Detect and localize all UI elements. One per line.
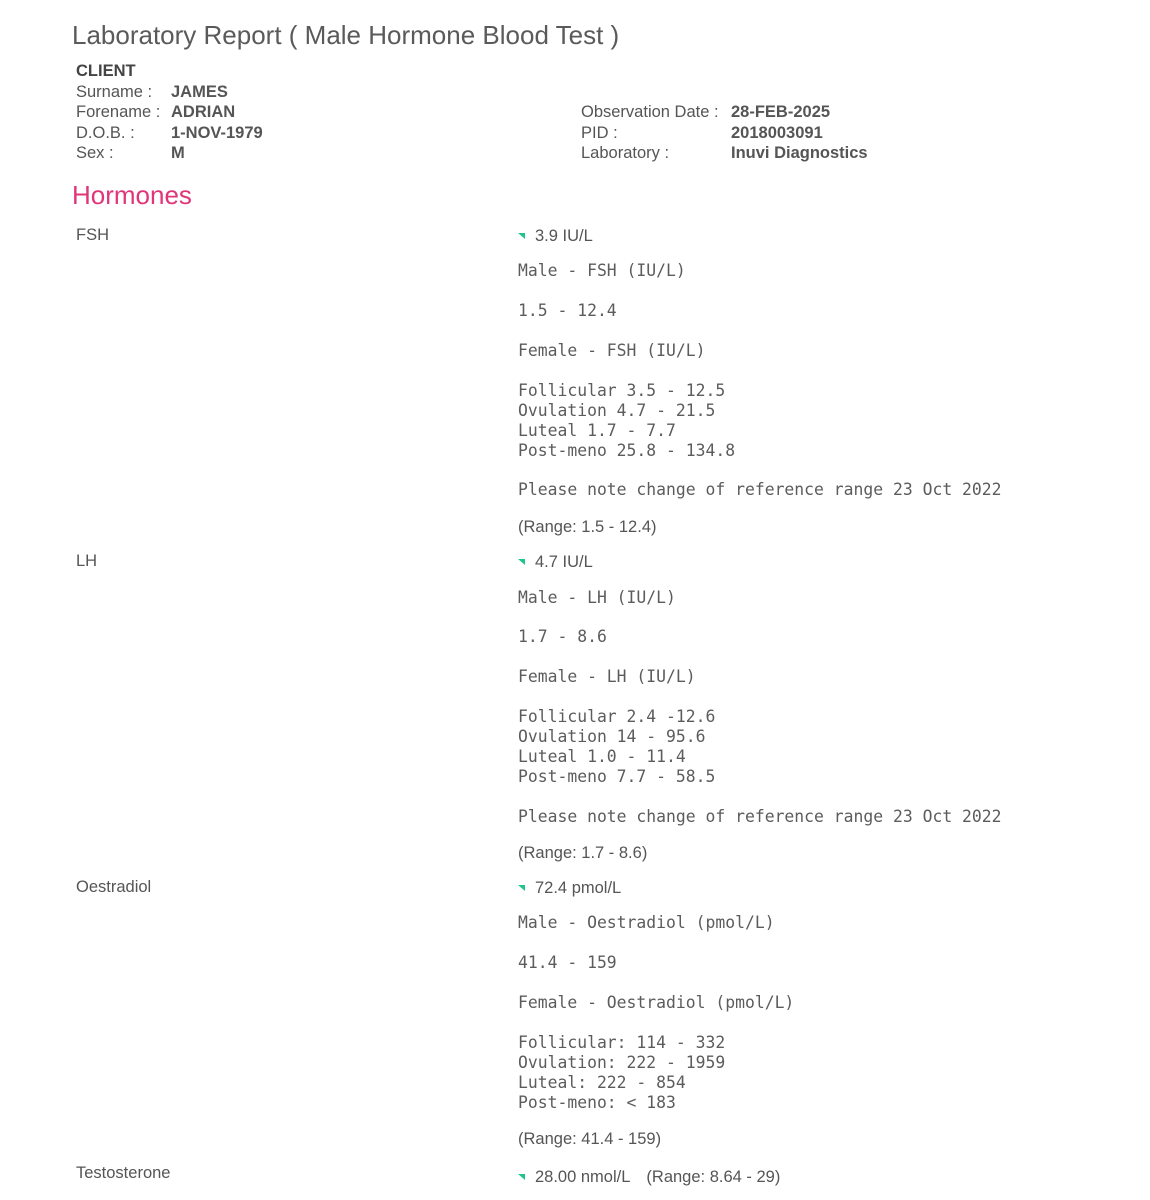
lh-female-luteal: Luteal 1.0 - 11.4 — [518, 747, 686, 766]
fsh-result — [518, 225, 593, 247]
fsh-note: Please note change of reference range 23 Oct 2022 — [518, 480, 1002, 499]
client-dob-row — [76, 123, 263, 144]
forename-value: ADRIAN — [171, 103, 236, 121]
fsh-range: (Range: 1.5 - 12.4) — [518, 518, 657, 536]
fsh-female-heading: Female - FSH (IU/L) — [518, 341, 706, 360]
test-name-oestradiol: Oestradiol — [76, 878, 152, 896]
lh-female-postmeno: Post-meno 7.7 - 58.5 — [518, 767, 716, 786]
laboratory-label: Laboratory : — [581, 144, 670, 162]
test-name-testosterone: Testosterone — [76, 1164, 171, 1182]
fsh-female-postmeno: Post-meno 25.8 - 134.8 — [518, 441, 736, 460]
laboratory-row — [581, 143, 868, 164]
test-name-fsh: FSH — [76, 226, 109, 244]
dob-label: D.O.B. : — [76, 123, 135, 142]
oestradiol-male-heading: Male - Oestradiol (pmol/L) — [518, 913, 775, 932]
fsh-female-ovulation: Ovulation 4.7 - 21.5 — [518, 401, 716, 420]
client-surname-row — [76, 82, 263, 103]
oestradiol-range: (Range: 41.4 - 159) — [518, 1130, 662, 1148]
lh-range: (Range: 1.7 - 8.6) — [518, 844, 648, 862]
oestradiol-female-postmeno: Post-meno: < 183 — [518, 1093, 676, 1112]
result-flag-icon — [518, 233, 525, 240]
client-heading: CLIENT — [76, 62, 136, 80]
oestradiol-female-luteal: Luteal: 222 - 854 — [518, 1073, 686, 1092]
lh-result — [518, 551, 593, 573]
fsh-male-range: 1.5 - 12.4 — [518, 301, 617, 320]
surname-value: JAMES — [171, 82, 228, 101]
observation-date-row — [581, 102, 868, 123]
oestradiol-result — [518, 877, 621, 899]
pid-value: 2018003091 — [731, 123, 823, 142]
sex-value: M — [171, 144, 185, 162]
client-block — [76, 61, 263, 164]
pid-label: PID : — [581, 123, 618, 142]
oestradiol-result-value: 72.4 pmol/L — [535, 879, 622, 897]
fsh-female-luteal: Luteal 1.7 - 7.7 — [518, 421, 676, 440]
result-flag-icon — [518, 1174, 525, 1181]
client-sex-row — [76, 143, 263, 164]
report-title: Laboratory Report ( Male Hormone Blood Test ) — [72, 20, 620, 50]
observation-date-label: Observation Date : — [581, 103, 719, 121]
result-flag-icon — [518, 885, 525, 892]
testosterone-result-value: 28.00 nmol/L — [535, 1168, 631, 1186]
oestradiol-male-range: 41.4 - 159 — [518, 953, 617, 972]
oestradiol-female-ovulation: Ovulation: 222 - 1959 — [518, 1053, 726, 1072]
sex-label: Sex : — [76, 144, 114, 162]
surname-label: Surname : — [76, 82, 153, 101]
fsh-female-follicular: Follicular 3.5 - 12.5 — [518, 381, 726, 400]
test-name-lh: LH — [76, 552, 98, 570]
oestradiol-female-heading: Female - Oestradiol (pmol/L) — [518, 993, 795, 1012]
fsh-male-heading: Male - FSH (IU/L) — [518, 261, 686, 280]
testosterone-range: (Range: 8.64 - 29) — [646, 1168, 781, 1186]
lh-female-heading: Female - LH (IU/L) — [518, 667, 696, 686]
dob-value: 1-NOV-1979 — [171, 123, 263, 142]
lh-male-heading: Male - LH (IU/L) — [518, 588, 676, 607]
testosterone-result — [518, 1166, 780, 1188]
lh-note: Please note change of reference range 23 Oct 2022 — [518, 807, 1002, 826]
observation-block — [581, 102, 868, 164]
lh-female-follicular: Follicular 2.4 -12.6 — [518, 707, 716, 726]
lh-result-value: 4.7 IU/L — [535, 553, 593, 571]
fsh-result-value: 3.9 IU/L — [535, 227, 593, 245]
section-title: Hormones — [72, 180, 192, 210]
pid-row — [581, 123, 868, 144]
client-forename-row — [76, 102, 263, 123]
forename-label: Forename : — [76, 103, 161, 121]
lh-female-ovulation: Ovulation 14 - 95.6 — [518, 727, 706, 746]
oestradiol-female-follicular: Follicular: 114 - 332 — [518, 1033, 726, 1052]
lh-male-range: 1.7 - 8.6 — [518, 627, 607, 646]
observation-date-value: 28-FEB-2025 — [731, 103, 831, 121]
laboratory-value: Inuvi Diagnostics — [731, 144, 868, 162]
result-flag-icon — [518, 559, 525, 566]
